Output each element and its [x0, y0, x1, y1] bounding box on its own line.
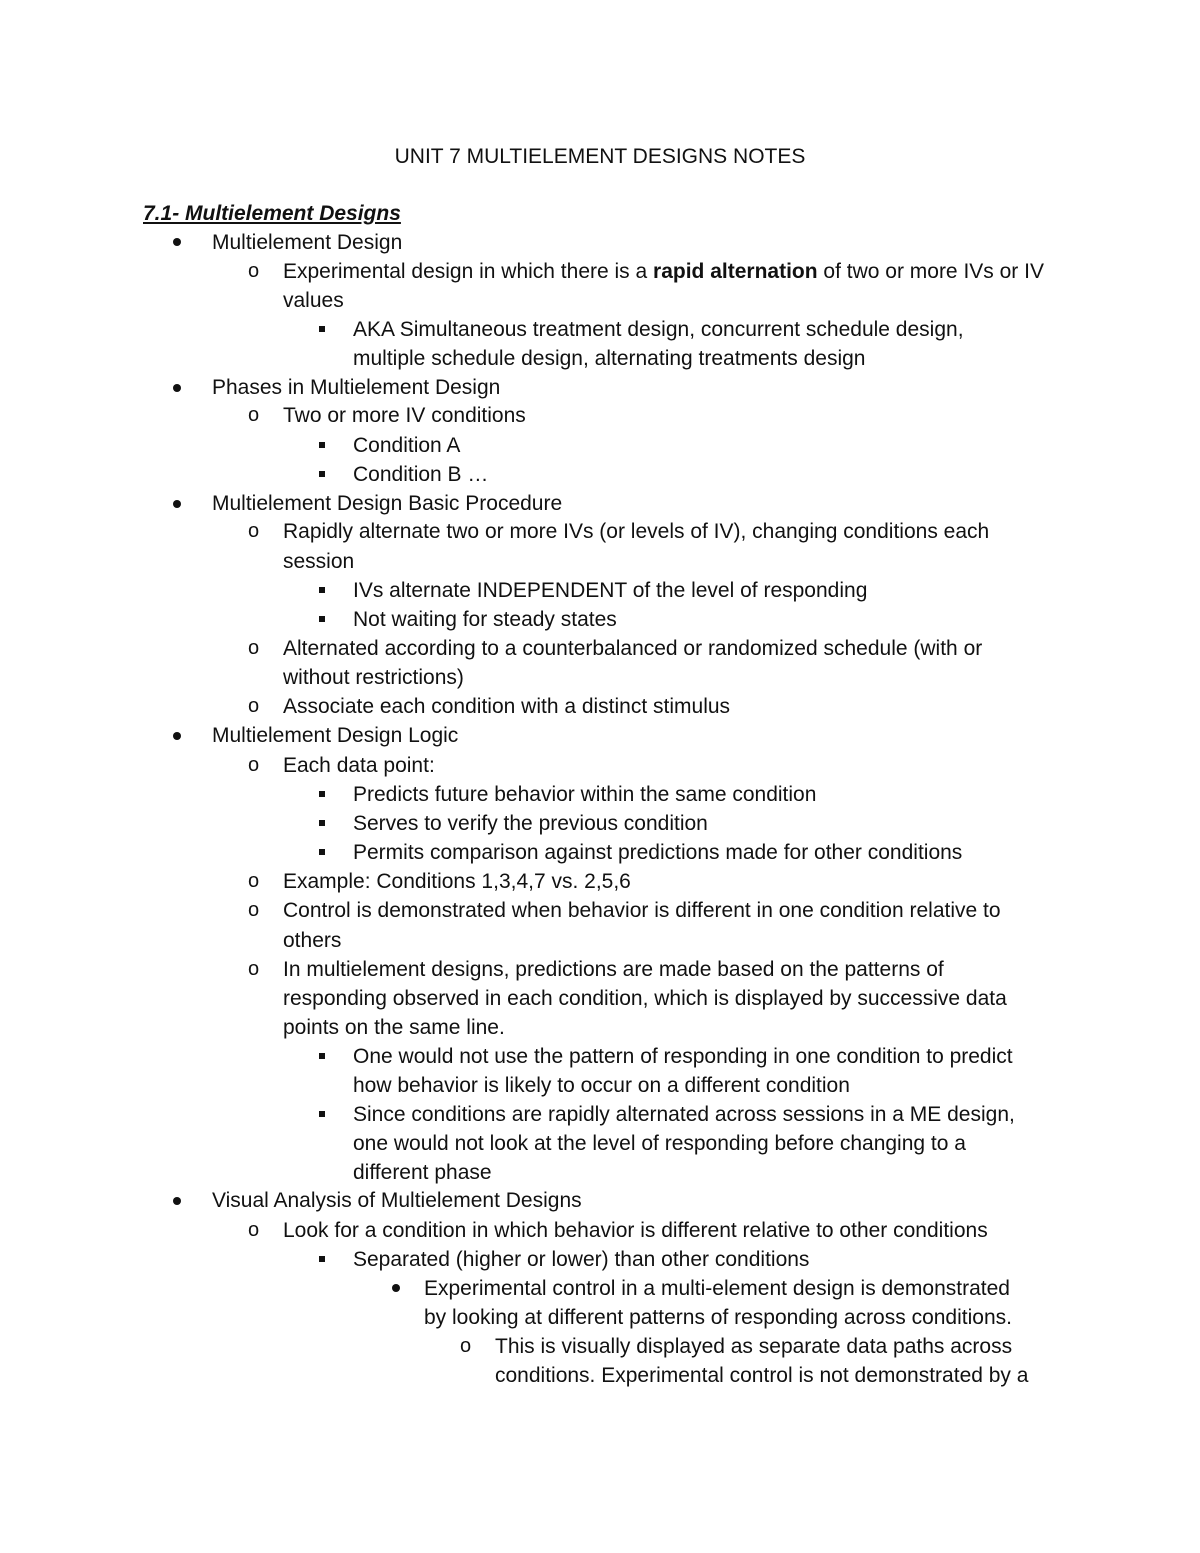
bullet-circle: o — [248, 958, 260, 980]
list-item: Each data point: — [283, 754, 435, 777]
list-item: IVs alternate INDEPENDENT of the level of responding — [353, 579, 868, 602]
list-item-continuation: values — [283, 289, 344, 312]
list-item: Look for a condition in which behavior is different relative to other conditions — [283, 1219, 988, 1242]
list-item: This is visually displayed as separate data paths across — [495, 1335, 1013, 1358]
text-run: Experimental design in which there is a — [283, 260, 654, 283]
bullet-circle: o — [248, 870, 260, 892]
list-item-continuation: conditions. Experimental control is not demonstrated by a — [495, 1364, 1029, 1387]
list-item: Predicts future behavior within the same condition — [353, 783, 817, 806]
bullet-circle: o — [248, 754, 260, 776]
bullet-circle: o — [248, 695, 260, 717]
list-item: Associate each condition with a distinct stimulus — [283, 695, 731, 718]
bullet-square — [319, 849, 325, 855]
list-item-continuation: without restrictions) — [283, 666, 464, 689]
bullet-square — [319, 587, 325, 593]
bullet-circle: o — [460, 1335, 472, 1357]
list-item: Multielement Design Logic — [212, 724, 459, 747]
list-item: Permits comparison against predictions made for other conditions — [353, 841, 963, 864]
bullet-square — [319, 791, 325, 797]
emphasis-text: rapid alternation — [653, 260, 818, 283]
list-item-continuation: different phase — [353, 1161, 492, 1184]
list-item: Not waiting for steady states — [353, 608, 617, 631]
list-item: Multielement Design — [212, 231, 403, 254]
list-item — [283, 257, 1044, 286]
bullet-square — [319, 616, 325, 622]
list-item: Two or more IV conditions — [283, 404, 526, 427]
list-item-continuation: session — [283, 550, 355, 573]
list-item: One would not use the pattern of responding in one condition to predict — [353, 1045, 1013, 1068]
list-item: Serves to verify the previous condition — [353, 812, 708, 835]
bullet-square — [319, 442, 325, 448]
list-item-continuation: multiple schedule design, alternating treatments design — [353, 347, 866, 370]
section-heading: 7.1- Multielement Designs — [143, 202, 401, 225]
list-item: Since conditions are rapidly alternated across sessions in a ME design, — [353, 1103, 1015, 1126]
bullet-circle: o — [248, 637, 260, 659]
bullet-circle: o — [248, 1219, 260, 1241]
text-run: of two or more IVs or IV — [817, 260, 1044, 283]
bullet-square — [319, 1256, 325, 1262]
bullet-square — [319, 1111, 325, 1117]
list-item: In multielement designs, predictions are made based on the patterns of — [283, 958, 944, 981]
list-item: Control is demonstrated when behavior is different in one condition relative to — [283, 899, 1001, 922]
list-item-continuation: how behavior is likely to occur on a different condition — [353, 1074, 850, 1097]
bullet-square — [319, 471, 325, 477]
list-item: Condition B … — [353, 463, 489, 486]
bullet-square — [319, 1053, 325, 1059]
bullet-disc — [173, 732, 181, 740]
bullet-disc — [392, 1284, 400, 1292]
bullet-circle: o — [248, 260, 260, 282]
bullet-square — [319, 820, 325, 826]
bullet-disc — [173, 1197, 181, 1205]
list-item: Rapidly alternate two or more IVs (or levels of IV), changing conditions each — [283, 520, 990, 543]
list-item: Example: Conditions 1,3,4,7 vs. 2,5,6 — [283, 870, 631, 893]
list-item: Condition A — [353, 434, 461, 457]
list-item-continuation: responding observed in each condition, which is displayed by successive data — [283, 987, 1007, 1010]
bullet-square — [319, 326, 325, 332]
list-item: AKA Simultaneous treatment design, concurrent schedule design, — [353, 318, 964, 341]
list-item: Separated (higher or lower) than other conditions — [353, 1248, 810, 1271]
bullet-disc — [173, 500, 181, 508]
list-item-continuation: by looking at different patterns of responding across conditions. — [424, 1306, 1012, 1329]
list-item: Visual Analysis of Multielement Designs — [212, 1189, 582, 1212]
bullet-circle: o — [248, 520, 260, 542]
page-title: UNIT 7 MULTIELEMENT DESIGNS NOTES — [394, 145, 806, 168]
bullet-disc — [173, 384, 181, 392]
bullet-disc — [173, 238, 181, 246]
list-item-continuation: one would not look at the level of responding before changing to a — [353, 1132, 966, 1155]
list-item: Alternated according to a counterbalanced or randomized schedule (with or — [283, 637, 983, 660]
bullet-circle: o — [248, 404, 260, 426]
bullet-circle: o — [248, 899, 260, 921]
list-item: Multielement Design Basic Procedure — [212, 492, 563, 515]
list-item: Phases in Multielement Design — [212, 376, 501, 399]
list-item-continuation: others — [283, 929, 342, 952]
list-item: Experimental control in a multi-element design is demonstrated — [424, 1277, 1010, 1300]
list-item-continuation: points on the same line. — [283, 1016, 505, 1039]
